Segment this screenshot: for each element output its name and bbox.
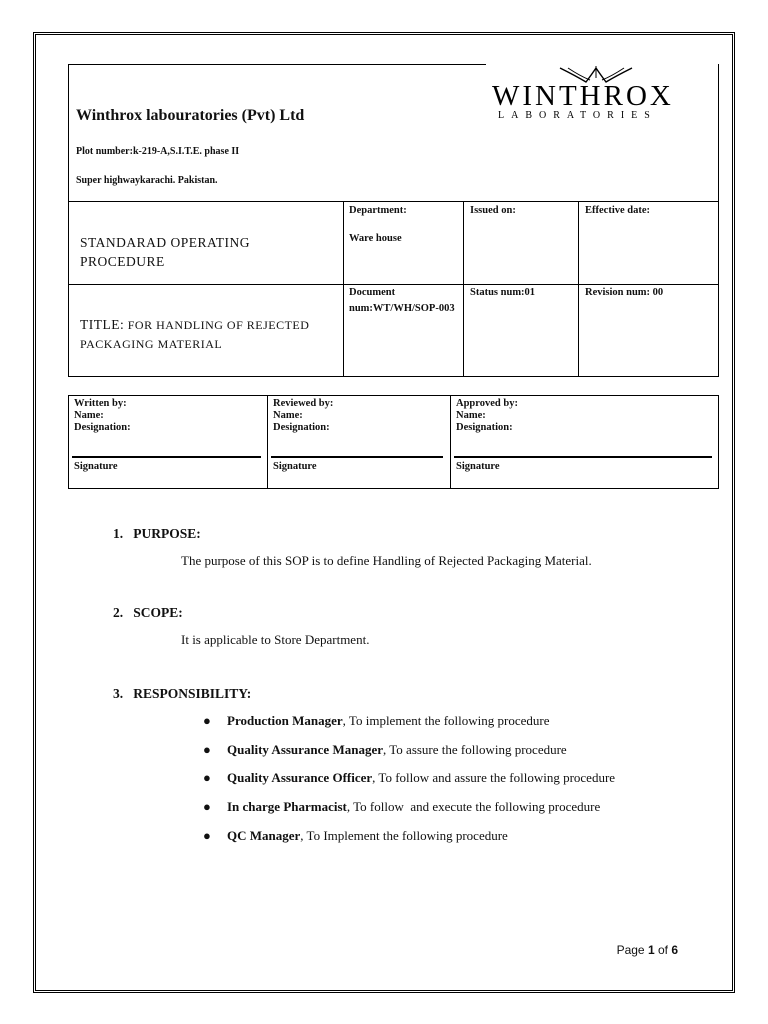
role-label: Written by: [74,398,127,409]
responsibility-text: , To assure the following procedure [383,742,567,757]
responsibility-role: Quality Assurance Officer [227,770,373,785]
company-name: Winthrox labouratories (Pvt) Ltd [76,107,305,124]
table-line [343,201,344,377]
bullet-icon: ● [203,799,211,814]
responsibility-text: , To follow and assure the following procedure [372,770,616,785]
purpose-text: The purpose of this SOP is to define Handling of Rejected Packaging Material. [181,553,592,568]
responsibility-item [203,799,600,815]
responsibility-item [203,770,615,786]
responsibility-role: In charge Pharmacist [227,799,347,814]
table-line [68,201,719,202]
purpose-heading: 1. PURPOSE: [113,526,201,541]
logo-subtitle: LABORATORIES [498,110,657,121]
responsibility-role: Quality Assurance Manager [227,742,383,757]
status-number: Status num:01 [470,287,536,298]
signature-column-reviewed [273,398,333,434]
responsibility-text: , To follow and execute the following procedure [346,799,601,814]
responsibility-role: Production Manager [227,713,343,728]
table-line [463,201,464,377]
name-label: Name: [456,410,486,421]
signature-label: Signature [456,461,500,472]
page-number [617,943,678,957]
responsibility-text: , To implement the following procedure [342,713,550,728]
signature-column-written [74,398,131,434]
company-address-line1: Plot number:k-219-A,S.I.T.E. phase II [76,146,240,157]
role-label: Approved by: [456,398,518,409]
company-logo [486,62,718,126]
page-current: 1 [647,943,655,957]
signature-label: Signature [273,461,317,472]
bullet-icon: ● [203,828,211,843]
company-address-line2: Super highwaykarachi. Pakistan. [76,175,218,186]
signature-line [454,456,712,458]
title-text: FOR HANDLING OF REJECTED PACKAGING MATERIAL [80,318,310,351]
responsibility-item [203,828,508,844]
issued-label: Issued on: [470,205,516,216]
scope-heading: 2. SCOPE: [113,605,183,620]
role-label: Reviewed by: [273,398,334,409]
bullet-icon: ● [203,713,211,728]
page-prefix: Page [616,943,648,957]
responsibility-heading: 3. RESPONSIBILITY: [113,686,252,701]
page-of: of [654,943,672,957]
name-label: Name: [273,410,303,421]
document-title [80,315,335,354]
name-label: Name: [74,410,104,421]
designation-label: Designation: [456,422,513,433]
document-number: Document num:WT/WH/SOP-003 [349,287,455,314]
signature-label: Signature [74,461,118,472]
signature-table [68,395,719,489]
procedure-label: STANDARAD OPERATING PROCEDURE [80,235,251,269]
designation-label: Designation: [74,422,131,433]
signature-line [72,456,261,458]
table-line [578,201,579,377]
bullet-icon: ● [203,742,211,757]
signature-line [271,456,443,458]
revision-number: Revision num: 00 [585,287,664,298]
responsibility-text: , To Implement the following procedure [300,828,508,843]
table-line [450,395,451,489]
department-label: Department: [349,205,407,216]
department-value: Ware house [349,233,402,244]
title-prefix: TITLE: [80,317,125,332]
responsibility-role: QC Manager [227,828,301,843]
signature-column-approved [456,398,518,434]
logo-wordmark: WINTHROX [492,80,674,112]
table-line [267,395,268,489]
designation-label: Designation: [273,422,330,433]
responsibility-item [203,742,567,758]
page-total: 6 [671,943,678,957]
bullet-icon: ● [203,770,211,785]
responsibility-item [203,713,549,729]
scope-text: It is applicable to Store Department. [181,632,370,647]
effective-label: Effective date: [585,205,651,216]
